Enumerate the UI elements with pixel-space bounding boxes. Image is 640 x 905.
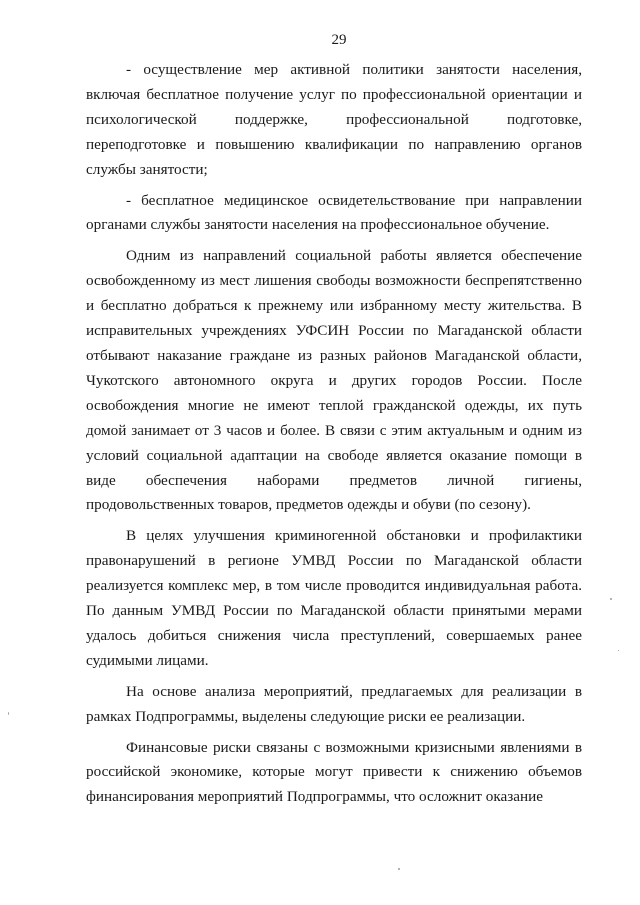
scan-speck	[8, 712, 9, 715]
paragraph-social-work: Одним из направлений социальной работы является обеспечение освобожденному из мест лишения свободы возможности беспрепятственно и бесплатно добраться к прежнему или избранному месту жительства. В исправительных учреждениях УФСИН России по Магаданской области отбывают наказание граждане из разных районов Магаданской области, Чукотского автономного округа и других городов России. После освобождения многие не имеют теплой гражданской одежды, их путь домой занимает от 3 часов и более. В связи с этим актуальным и одним из условий социальной адаптации на свободе является оказание помощи в виде обеспечения наборами предметов личной гигиены, продовольственных товаров, предметов одежды и обуви (по сезону).	[86, 247, 582, 514]
paragraph-employment-measures: - осуществление мер активной политики занятости населения, включая бесплатное получение услуг по профессиональной ориентации и психологической поддержке, профессиональной подготовке, переподготовке и повышению квалификации по направлению органов службы занятости;	[86, 61, 582, 178]
page-number: 29	[331, 32, 347, 48]
paragraph-risk-analysis: На основе анализа мероприятий, предлагаемых для реализации в рамках Подпрограммы, выделены следующие риски ее реализации.	[86, 682, 582, 725]
paragraph-crime-prevention: В целях улучшения криминогенной обстановки и профилактики правонарушений в регионе УМВД России по Магаданской области реализуется комплекс мер, в том числе проводится индивидуальная работа. По данным УМВД России по Магаданской области принятыми мерами удалось добиться снижения числа преступлений, совершаемых ранее судимыми лицами.	[86, 527, 582, 669]
scan-speck	[398, 868, 400, 870]
scan-speck	[610, 598, 612, 600]
paragraph-financial-risks: Финансовые риски связаны с возможными кризисными явлениями в российской экономике, которые могут привести к снижению объемов финансирования мероприятий Подпрограммы, что осложнит оказание	[86, 738, 582, 806]
scan-speck	[618, 650, 619, 651]
paragraph-medical-examination: - бесплатное медицинское освидетельствование при направлении органами службы занятости населения на профессиональное обучение.	[86, 191, 582, 234]
